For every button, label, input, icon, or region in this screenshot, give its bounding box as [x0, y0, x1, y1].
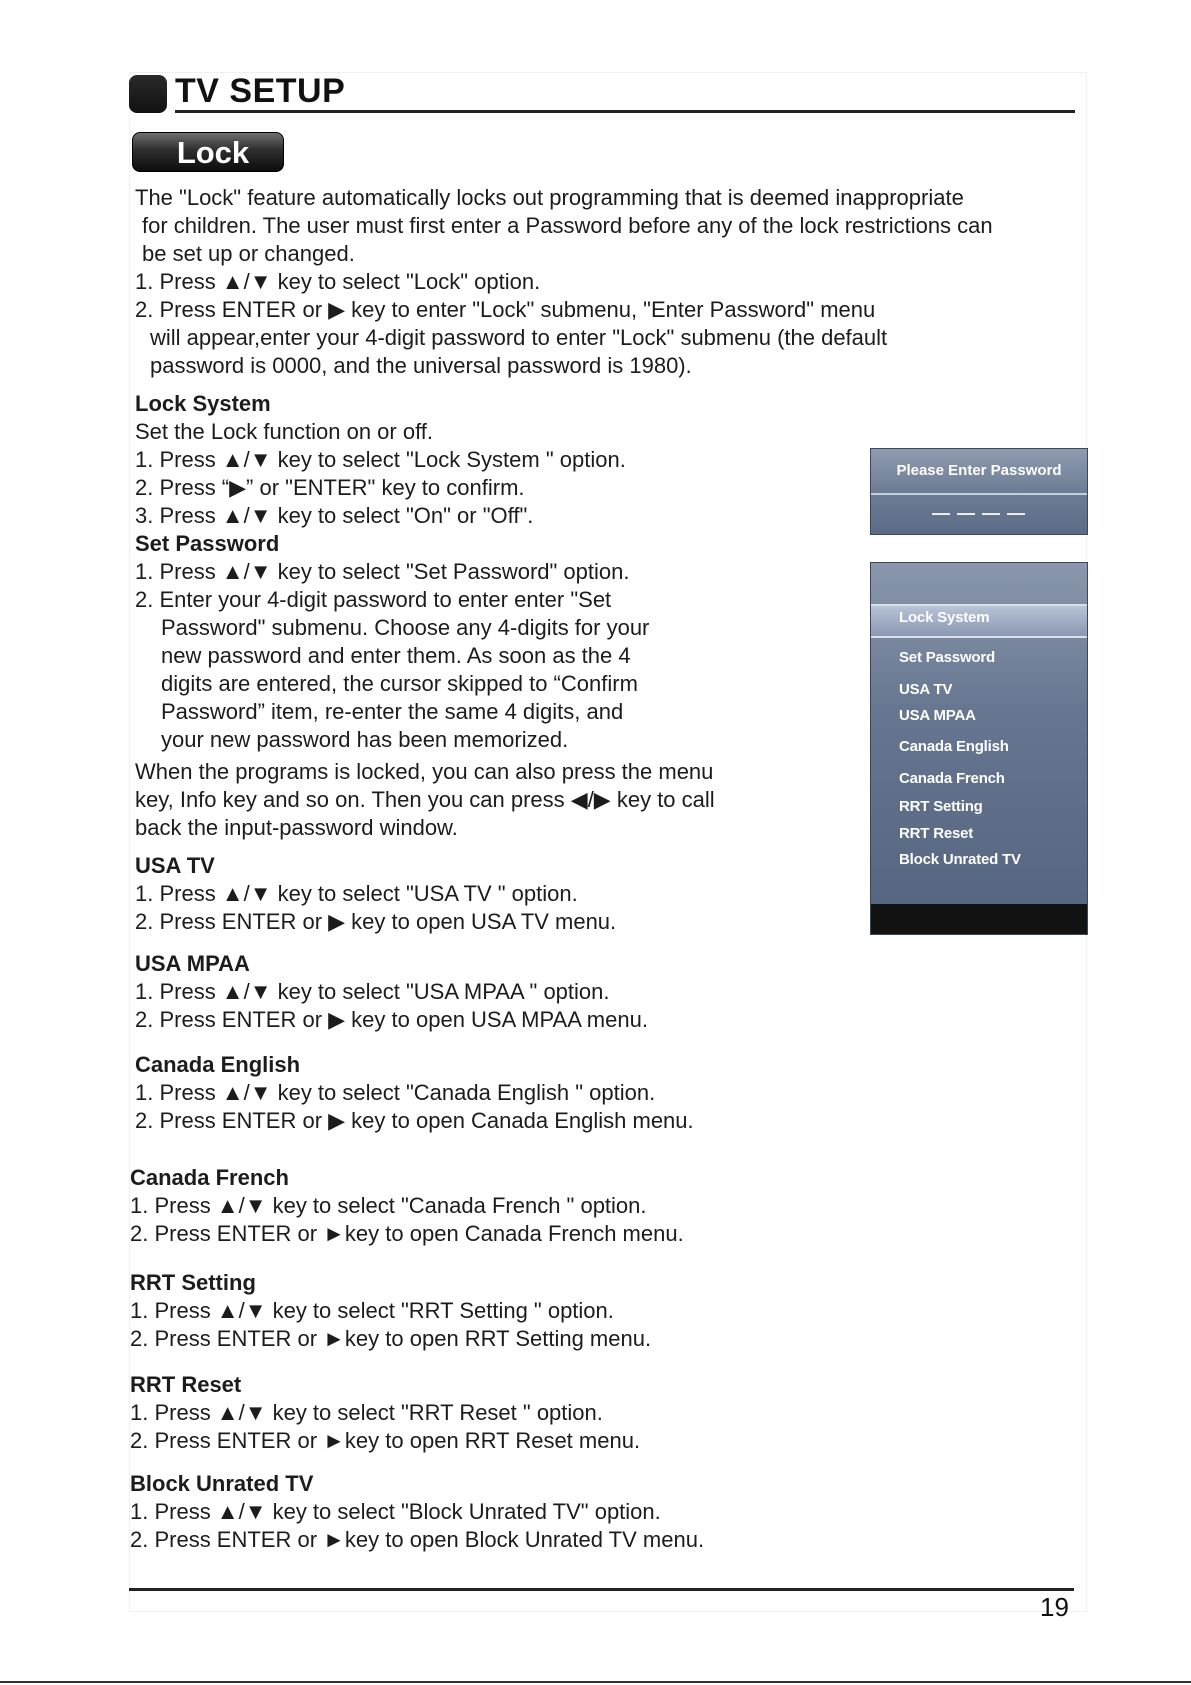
intro-step-cont: will appear,enter your 4-digit password to enter "Lock" submenu (the default: [150, 325, 888, 350]
section-heading: USA MPAA: [135, 951, 250, 976]
section-heading: Block Unrated TV: [130, 1471, 314, 1496]
rrt-setting-section: [130, 1269, 651, 1353]
section-line: 2. Press ENTER or ►key to open RRT Reset menu.: [130, 1428, 641, 1453]
section-line: 2. Press ENTER or ▶ key to open Canada English menu.: [135, 1108, 694, 1133]
section-line: 2. Press ENTER or ►key to open RRT Setting menu.: [130, 1326, 652, 1351]
usa-tv-section: [135, 852, 616, 936]
section-line-cont: digits are entered, the cursor skipped to “Confirm: [161, 671, 638, 696]
section-heading: Lock System: [135, 391, 271, 416]
section-line: 1. Press ▲/▼ key to select "Block Unrated TV" option.: [130, 1499, 661, 1524]
menu-item-rrt-reset[interactable]: RRT Reset: [899, 825, 974, 842]
page-number: 19: [1040, 1592, 1069, 1622]
menu-item-usa-tv[interactable]: USA TV: [899, 681, 953, 698]
header-square-icon: [129, 75, 167, 113]
header-divider: [175, 110, 1075, 113]
canada-french-section: [130, 1164, 684, 1248]
intro-step-cont: password is 0000, and the universal password is 1980).: [150, 353, 692, 378]
lock-system-section: [135, 390, 626, 530]
menu-item-lock-system[interactable]: Lock System: [899, 609, 990, 626]
section-heading: Set Password: [135, 531, 280, 556]
section-line: 2. Press ENTER or ▶ key to open USA MPAA menu.: [135, 1007, 648, 1032]
section-line: 2. Press ENTER or ►key to open Block Unrated TV menu.: [130, 1527, 705, 1552]
intro-line: be set up or changed.: [142, 241, 355, 266]
section-line-cont: Password" submenu. Choose any 4-digits for your: [161, 615, 650, 640]
password-input-dashes[interactable]: — — — —: [931, 503, 1026, 523]
usa-mpaa-section: [135, 950, 648, 1034]
section-heading: USA TV: [135, 853, 215, 878]
section-line: 1. Press ▲/▼ key to select "USA MPAA " option.: [135, 979, 610, 1004]
section-line-cont: new password and enter them. As soon as the 4: [161, 643, 631, 668]
section-line: Set the Lock function on or off.: [135, 419, 434, 444]
locked-note: [135, 758, 715, 842]
note-line: When the programs is locked, you can also press the menu: [135, 759, 714, 784]
section-line-cont: your new password has been memorized.: [161, 727, 569, 752]
password-panel: [870, 448, 1088, 535]
section-line: 1. Press ▲/▼ key to select "Set Password" option.: [135, 559, 630, 584]
section-line: 2. Enter your 4-digit password to enter enter "Set: [135, 587, 612, 612]
section-line: 1. Press ▲/▼ key to select "Canada French " option.: [130, 1193, 647, 1218]
section-line: 2. Press ENTER or ▶ key to open USA TV menu.: [135, 909, 617, 934]
page-bottom-edge: [0, 1681, 1191, 1683]
section-heading: Canada English: [135, 1052, 301, 1077]
section-heading: Canada French: [130, 1165, 289, 1190]
section-line: 2. Press ENTER or ►key to open Canada French menu.: [130, 1221, 684, 1246]
intro-section: [135, 184, 993, 380]
menu-item-block-unrated-tv[interactable]: Block Unrated TV: [899, 851, 1021, 868]
set-password-section: [135, 530, 649, 754]
intro-step: 1. Press ▲/▼ key to select "Lock" option.: [135, 269, 541, 294]
rrt-reset-section: [130, 1371, 640, 1455]
section-line: 1. Press ▲/▼ key to select "RRT Setting " option.: [130, 1298, 614, 1323]
block-unrated-section: [130, 1470, 704, 1554]
section-line: 1. Press ▲/▼ key to select "Canada English " option.: [135, 1080, 656, 1105]
intro-line: for children. The user must first enter a Password before any of the lock restrictions can: [142, 213, 993, 238]
menu-footer-bar: [871, 904, 1087, 934]
menu-item-set-password[interactable]: Set Password: [899, 649, 995, 666]
section-badge-lock: Lock: [132, 132, 284, 172]
section-line-cont: Password” item, re-enter the same 4 digits, and: [161, 699, 624, 724]
section-heading: RRT Reset: [130, 1372, 242, 1397]
page-header: [129, 70, 1074, 112]
menu-item-canada-english[interactable]: Canada English: [899, 738, 1009, 755]
menu-item-canada-french[interactable]: Canada French: [899, 770, 1005, 787]
section-heading: RRT Setting: [130, 1270, 256, 1295]
footer-divider: [129, 1588, 1074, 1591]
section-line: 1. Press ▲/▼ key to select "RRT Reset " option.: [130, 1400, 603, 1425]
lock-menu-panel: [870, 562, 1088, 935]
menu-item-rrt-setting[interactable]: RRT Setting: [899, 798, 983, 815]
intro-line: The "Lock" feature automatically locks out programming that is deemed inappropriate: [135, 185, 964, 210]
page-title: TV SETUP: [175, 72, 346, 110]
canada-english-section: [135, 1051, 694, 1135]
note-line: back the input-password window.: [135, 815, 458, 840]
section-line: 1. Press ▲/▼ key to select "USA TV " option.: [135, 881, 578, 906]
note-line: key, Info key and so on. Then you can press ◀/▶ key to call: [135, 787, 715, 812]
section-line: 2. Press “▶” or "ENTER" key to confirm.: [135, 475, 525, 500]
intro-step: 2. Press ENTER or ▶ key to enter "Lock" submenu, "Enter Password" menu: [135, 297, 876, 322]
section-line: 1. Press ▲/▼ key to select "Lock System " option.: [135, 447, 626, 472]
section-line: 3. Press ▲/▼ key to select "On" or "Off".: [135, 503, 534, 528]
menu-item-usa-mpaa[interactable]: USA MPAA: [899, 707, 976, 724]
password-panel-title: Please Enter Password: [871, 449, 1087, 495]
